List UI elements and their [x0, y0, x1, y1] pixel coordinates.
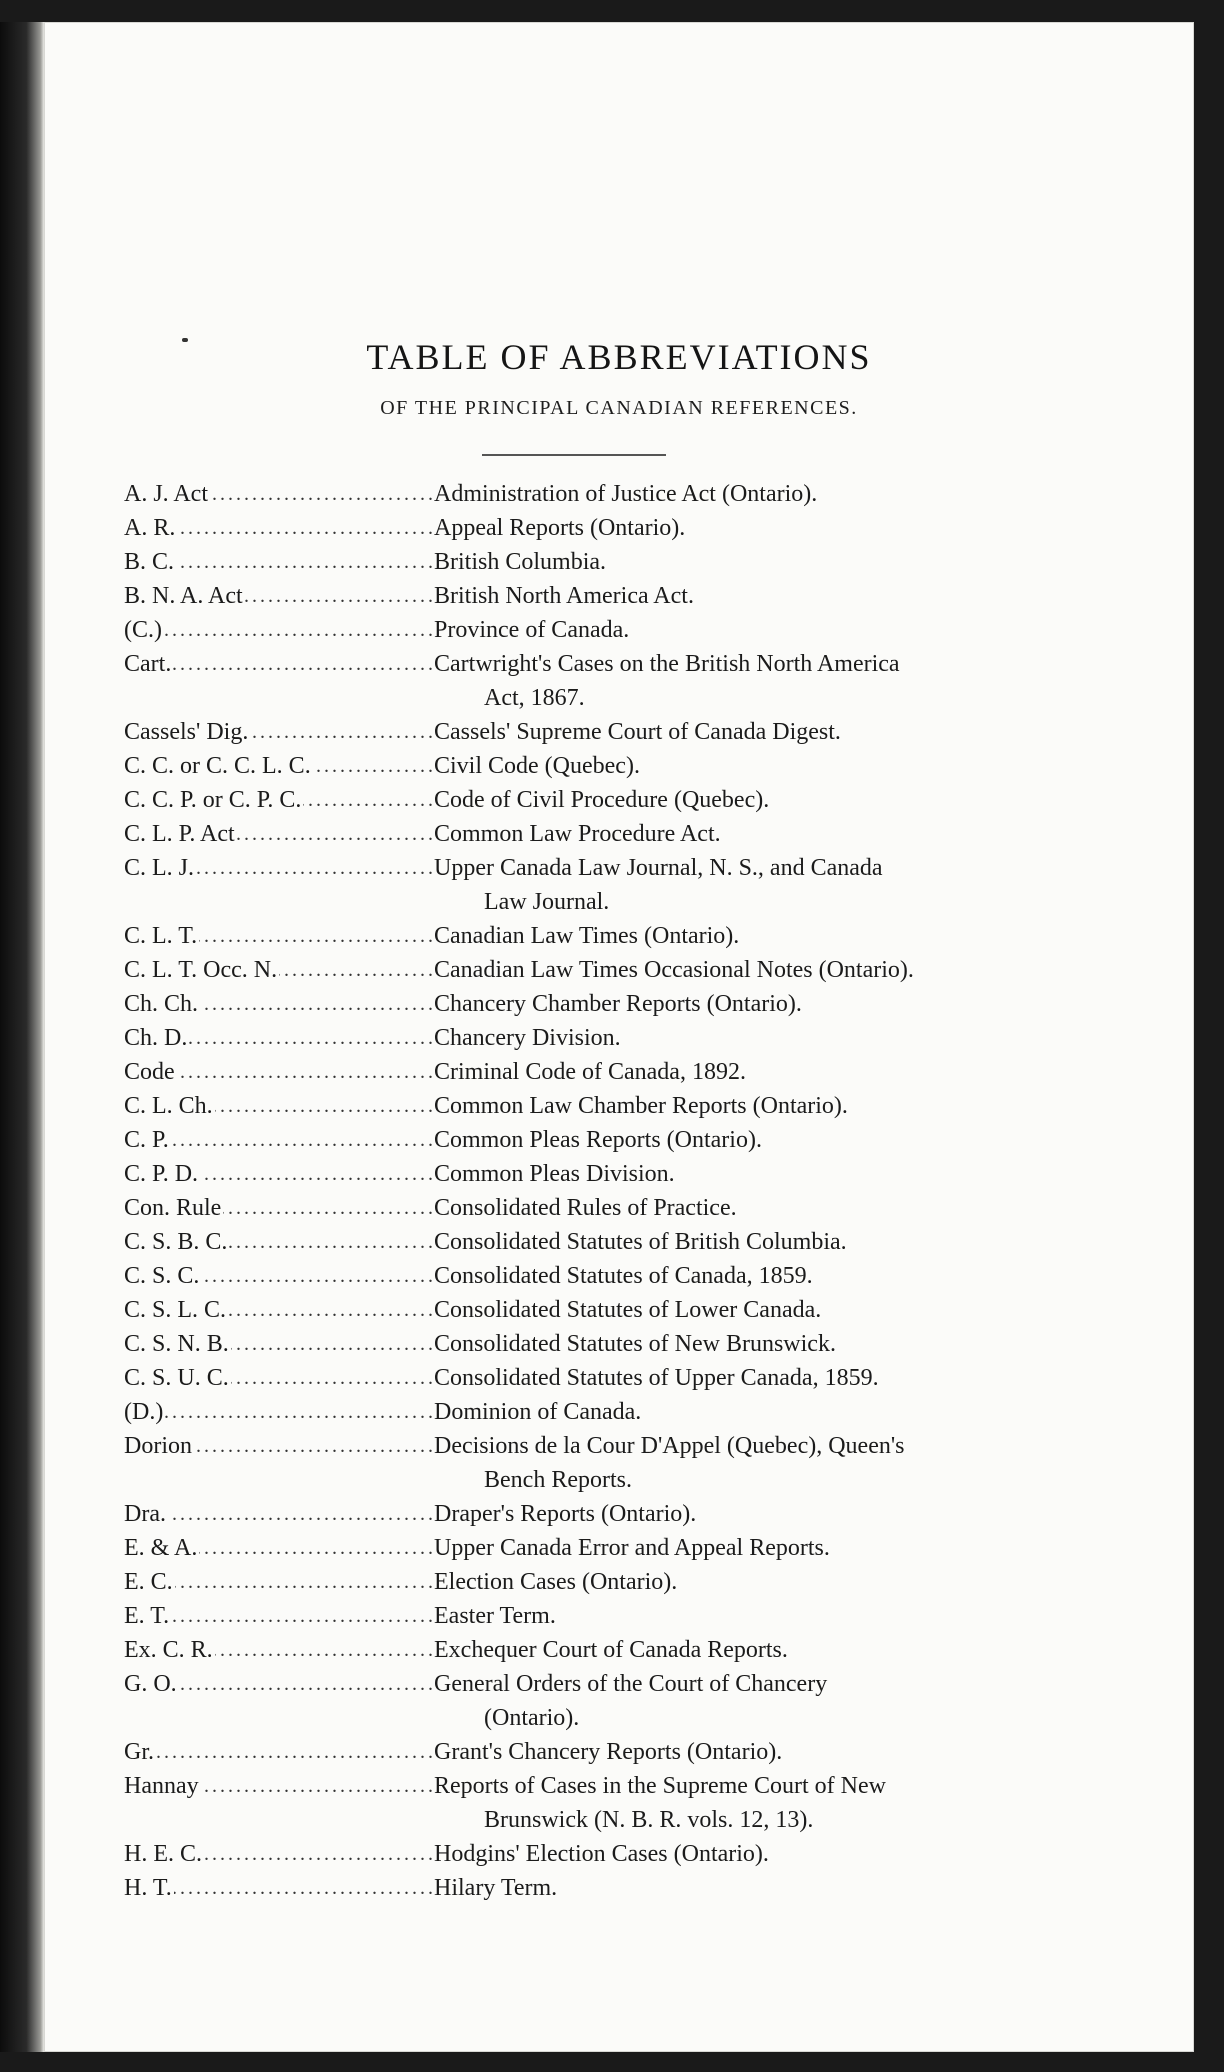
abbreviation-term [124, 1259, 434, 1293]
abbreviation-meaning-text: Chancery Division. [434, 1025, 621, 1051]
abbreviation-entry [124, 1361, 1114, 1395]
abbreviation-meaning-text: Consolidated Statutes of New Brunswick. [434, 1331, 836, 1357]
abbreviation-meaning-text: British North America Act. [434, 583, 694, 609]
abbreviation-term [124, 1123, 434, 1157]
page-subtitle: OF THE PRINCIPAL CANADIAN REFERENCES. [380, 397, 858, 419]
abbreviation-meaning-text: Draper's Reports (Ontario). [434, 1501, 697, 1527]
abbreviation-term-text: C. L. T. [124, 923, 198, 949]
abbreviation-term [124, 511, 434, 545]
abbreviation-entry [124, 1055, 1114, 1089]
abbreviation-term [124, 749, 434, 783]
abbreviation-meaning [434, 1633, 1114, 1667]
abbreviation-term-text: Con. Rule [124, 1195, 222, 1221]
abbreviation-term-text: (D.) [124, 1399, 164, 1425]
abbreviation-meaning-text: Chancery Chamber Reports (Ontario). [434, 991, 802, 1017]
abbreviation-entry [124, 613, 1114, 647]
abbreviation-meaning-text: British Columbia. [434, 549, 607, 575]
abbreviation-term [124, 1497, 434, 1531]
abbreviation-term [124, 1599, 434, 1633]
abbreviation-meaning [434, 919, 1114, 953]
abbreviation-term-text: Code [124, 1059, 175, 1085]
abbreviation-meaning [434, 1021, 1114, 1055]
abbreviation-term-text: C. S. L. C. [124, 1297, 227, 1323]
abbreviation-meaning-text: Upper Canada Error and Appeal Reports. [434, 1535, 830, 1561]
abbreviation-entry [124, 1667, 1114, 1735]
abbreviation-meaning [434, 1089, 1114, 1123]
abbreviation-term [124, 647, 434, 681]
abbreviation-term [124, 953, 434, 987]
abbreviation-term-text: C. L. J. [124, 855, 195, 881]
abbreviation-entry [124, 1531, 1114, 1565]
abbreviation-meaning-text: Consolidated Statutes of British Columbia. [434, 1229, 847, 1255]
abbreviation-term [124, 817, 434, 851]
abbreviation-meaning [434, 579, 1114, 613]
abbreviation-term-text: C. C. P. or C. P. C. [124, 787, 302, 813]
abbreviation-term-text: E. T. [124, 1603, 170, 1629]
abbreviation-entry [124, 647, 1114, 715]
book-spine-shadow [0, 22, 44, 2052]
abbreviation-meaning-text: Reports of Cases in the Supreme Court of New [434, 1773, 886, 1799]
abbreviation-meaning-text: Consolidated Statutes of Canada, 1859. [434, 1263, 813, 1289]
abbreviation-term-text: G. O. [124, 1671, 177, 1697]
abbreviation-meaning-text: Province of Canada. [434, 617, 630, 643]
abbreviation-term [124, 1531, 434, 1565]
abbreviation-meaning [434, 715, 1114, 749]
abbreviation-term-text: Dorion [124, 1433, 192, 1459]
abbreviation-term [124, 1225, 434, 1259]
abbreviation-term-text: C. P. D. [124, 1161, 199, 1187]
abbreviation-meaning-text: Canadian Law Times (Ontario). [434, 923, 740, 949]
abbreviation-entry [124, 1225, 1114, 1259]
abbreviation-meaning-text: Criminal Code of Canada, 1892. [434, 1059, 746, 1085]
abbreviation-term [124, 1429, 434, 1463]
abbreviation-meaning [434, 749, 1114, 783]
abbreviation-term-text: B. N. A. Act [124, 583, 243, 609]
abbreviation-meaning [434, 851, 1114, 919]
abbreviation-meaning-text: Canadian Law Times Occasional Notes (Ontario). [434, 957, 914, 983]
abbreviation-term-text: H. T. [124, 1875, 172, 1901]
abbreviation-meaning [434, 477, 1114, 511]
abbreviation-term [124, 1191, 434, 1225]
abbreviation-entry [124, 715, 1114, 749]
abbreviation-term-text: Cassels' Dig. [124, 719, 249, 745]
abbreviation-meaning [434, 545, 1114, 579]
abbreviation-term-text: Cart. [124, 651, 172, 677]
abbreviation-meaning [434, 1769, 1114, 1837]
abbreviation-entry [124, 1497, 1114, 1531]
abbreviation-term-text: A. R. [124, 515, 176, 541]
abbreviation-term [124, 477, 434, 511]
abbreviation-meaning [434, 1599, 1114, 1633]
abbreviation-meaning-text: Code of Civil Procedure (Quebec). [434, 787, 770, 813]
abbreviation-term-text: C. L. Ch. [124, 1093, 213, 1119]
abbreviation-entry [124, 1293, 1114, 1327]
abbreviation-entry [124, 1395, 1114, 1429]
abbreviation-meaning [434, 1497, 1114, 1531]
abbreviation-meaning [434, 817, 1114, 851]
abbreviation-entry [124, 783, 1114, 817]
abbreviation-term [124, 1361, 434, 1395]
abbreviation-entry [124, 1633, 1114, 1667]
abbreviation-term [124, 987, 434, 1021]
abbreviation-meaning-text: Administration of Justice Act (Ontario). [434, 481, 818, 507]
abbreviation-term [124, 715, 434, 749]
abbreviation-term [124, 919, 434, 953]
abbreviation-term [124, 1871, 434, 1905]
abbreviation-term-text: H. E. C. [124, 1841, 202, 1867]
abbreviation-meaning-text: Appeal Reports (Ontario). [434, 515, 686, 541]
abbreviation-entry [124, 1429, 1114, 1497]
abbreviation-meaning [434, 647, 1114, 715]
abbreviation-meaning-text: Easter Term. [434, 1603, 556, 1629]
abbreviation-meaning [434, 783, 1114, 817]
abbreviation-term [124, 579, 434, 613]
abbreviation-meaning-text: Cassels' Supreme Court of Canada Digest. [434, 719, 841, 745]
abbreviation-term-text: Gr. [124, 1739, 154, 1765]
abbreviation-term-text: A. J. Act [124, 481, 208, 507]
abbreviation-term [124, 1667, 434, 1701]
abbreviation-term [124, 851, 434, 885]
abbreviation-term-text: E. & A. [124, 1535, 198, 1561]
abbreviation-entry [124, 477, 1114, 511]
abbreviation-entry [124, 579, 1114, 613]
abbreviation-list [124, 477, 1114, 1905]
abbreviation-meaning [434, 1361, 1114, 1395]
abbreviation-meaning [434, 1837, 1114, 1871]
abbreviation-term-text: C. S. U. C. [124, 1365, 229, 1391]
abbreviation-meaning [434, 613, 1114, 647]
abbreviation-meaning-text: Common Law Chamber Reports (Ontario). [434, 1093, 848, 1119]
abbreviation-meaning [434, 1293, 1114, 1327]
abbreviation-term-text: Dra. [124, 1501, 166, 1527]
abbreviation-meaning [434, 1667, 1114, 1735]
abbreviation-term-text: C. L. T. Occ. N. [124, 957, 278, 983]
abbreviation-term [124, 1055, 434, 1089]
abbreviation-meaning [434, 1735, 1114, 1769]
abbreviation-meaning-text: Decisions de la Cour D'Appel (Quebec), Queen's [434, 1433, 905, 1459]
abbreviation-entry [124, 1599, 1114, 1633]
abbreviation-entry [124, 1157, 1114, 1191]
abbreviation-term-text: B. C. [124, 549, 175, 575]
abbreviation-meaning [434, 1225, 1114, 1259]
abbreviation-meaning [434, 1565, 1114, 1599]
abbreviation-entry [124, 987, 1114, 1021]
abbreviation-term [124, 1769, 434, 1803]
abbreviation-meaning-text: Cartwright's Cases on the British North America [434, 651, 900, 677]
abbreviation-meaning-continuation: Brunswick (N. B. R. vols. 12, 13). [484, 1807, 814, 1833]
abbreviation-term [124, 1327, 434, 1361]
abbreviation-meaning [434, 1531, 1114, 1565]
abbreviation-meaning-text: Upper Canada Law Journal, N. S., and Canada [434, 855, 883, 881]
abbreviation-meaning-continuation: Law Journal. [484, 889, 610, 915]
abbreviation-term-text: (C.) [124, 617, 162, 643]
abbreviation-term [124, 783, 434, 817]
abbreviation-meaning-text: Common Pleas Reports (Ontario). [434, 1127, 762, 1153]
abbreviation-meaning [434, 1259, 1114, 1293]
abbreviation-term-text: Hannay [124, 1773, 199, 1799]
abbreviation-meaning-text: Hilary Term. [434, 1875, 558, 1901]
abbreviation-entry [124, 1327, 1114, 1361]
abbreviation-term-text: Ex. C. R. [124, 1637, 213, 1663]
abbreviation-entry [124, 1871, 1114, 1905]
abbreviation-entry [124, 1565, 1114, 1599]
abbreviation-meaning-text: Grant's Chancery Reports (Ontario). [434, 1739, 783, 1765]
abbreviation-entry [124, 1735, 1114, 1769]
abbreviation-meaning [434, 1157, 1114, 1191]
abbreviation-meaning [434, 1055, 1114, 1089]
title-divider [482, 454, 666, 456]
abbreviation-entry [124, 1123, 1114, 1157]
abbreviation-meaning-continuation: Act, 1867. [484, 685, 585, 711]
abbreviation-meaning-text: Civil Code (Quebec). [434, 753, 640, 779]
abbreviation-entry [124, 1837, 1114, 1871]
abbreviation-term-text: C. S. C. [124, 1263, 200, 1289]
abbreviation-term-text: C. S. B. C. [124, 1229, 228, 1255]
abbreviation-entry [124, 953, 1114, 987]
page-title: TABLE OF ABBREVIATIONS [366, 337, 872, 378]
abbreviation-meaning [434, 1395, 1114, 1429]
abbreviation-entry [124, 919, 1114, 953]
abbreviation-meaning-text: Hodgins' Election Cases (Ontario). [434, 1841, 769, 1867]
abbreviation-meaning-text: Dominion of Canada. [434, 1399, 642, 1425]
abbreviation-meaning-continuation: Bench Reports. [484, 1467, 632, 1493]
abbreviation-entry [124, 851, 1114, 919]
abbreviation-entry [124, 1259, 1114, 1293]
abbreviation-entry [124, 1769, 1114, 1837]
abbreviation-term [124, 1735, 434, 1769]
abbreviation-term [124, 1021, 434, 1055]
abbreviation-term-text: E. C. [124, 1569, 173, 1595]
abbreviation-meaning [434, 1871, 1114, 1905]
abbreviation-meaning-text: Common Pleas Division. [434, 1161, 675, 1187]
abbreviation-meaning-text: Consolidated Statutes of Lower Canada. [434, 1297, 822, 1323]
abbreviation-meaning-continuation: (Ontario). [484, 1705, 580, 1731]
abbreviation-term [124, 1565, 434, 1599]
abbreviation-term [124, 1293, 434, 1327]
abbreviation-meaning-text: Election Cases (Ontario). [434, 1569, 678, 1595]
abbreviation-meaning [434, 1123, 1114, 1157]
abbreviation-term [124, 1157, 434, 1191]
abbreviation-meaning [434, 953, 1114, 987]
abbreviation-term [124, 1089, 434, 1123]
abbreviation-meaning [434, 1327, 1114, 1361]
abbreviation-meaning [434, 1191, 1114, 1225]
abbreviation-term [124, 613, 434, 647]
abbreviation-entry [124, 1191, 1114, 1225]
abbreviation-term-text: Ch. Ch. [124, 991, 199, 1017]
document-page [44, 22, 1194, 2052]
abbreviation-entry [124, 749, 1114, 783]
abbreviation-term-text: C. L. P. Act [124, 821, 235, 847]
abbreviation-entry [124, 1021, 1114, 1055]
abbreviation-entry [124, 1089, 1114, 1123]
abbreviation-entry [124, 511, 1114, 545]
abbreviation-meaning-text: Common Law Procedure Act. [434, 821, 721, 847]
abbreviation-meaning [434, 511, 1114, 545]
abbreviation-meaning-text: Consolidated Statutes of Upper Canada, 1859. [434, 1365, 879, 1391]
abbreviation-term [124, 1837, 434, 1871]
abbreviation-term [124, 1633, 434, 1667]
abbreviation-meaning-text: Exchequer Court of Canada Reports. [434, 1637, 788, 1663]
abbreviation-term [124, 1395, 434, 1429]
abbreviation-term-text: C. C. or C. C. L. C. [124, 753, 311, 779]
abbreviation-term-text: C. S. N. B. [124, 1331, 229, 1357]
abbreviation-meaning-text: General Orders of the Court of Chancery [434, 1671, 828, 1697]
abbreviation-entry [124, 545, 1114, 579]
abbreviation-meaning [434, 987, 1114, 1021]
abbreviation-entry [124, 817, 1114, 851]
abbreviation-term [124, 545, 434, 579]
abbreviation-term-text: C. P. [124, 1127, 169, 1153]
abbreviation-meaning [434, 1429, 1114, 1497]
abbreviation-term-text: Ch. D. [124, 1025, 188, 1051]
abbreviation-meaning-text: Consolidated Rules of Practice. [434, 1195, 737, 1221]
